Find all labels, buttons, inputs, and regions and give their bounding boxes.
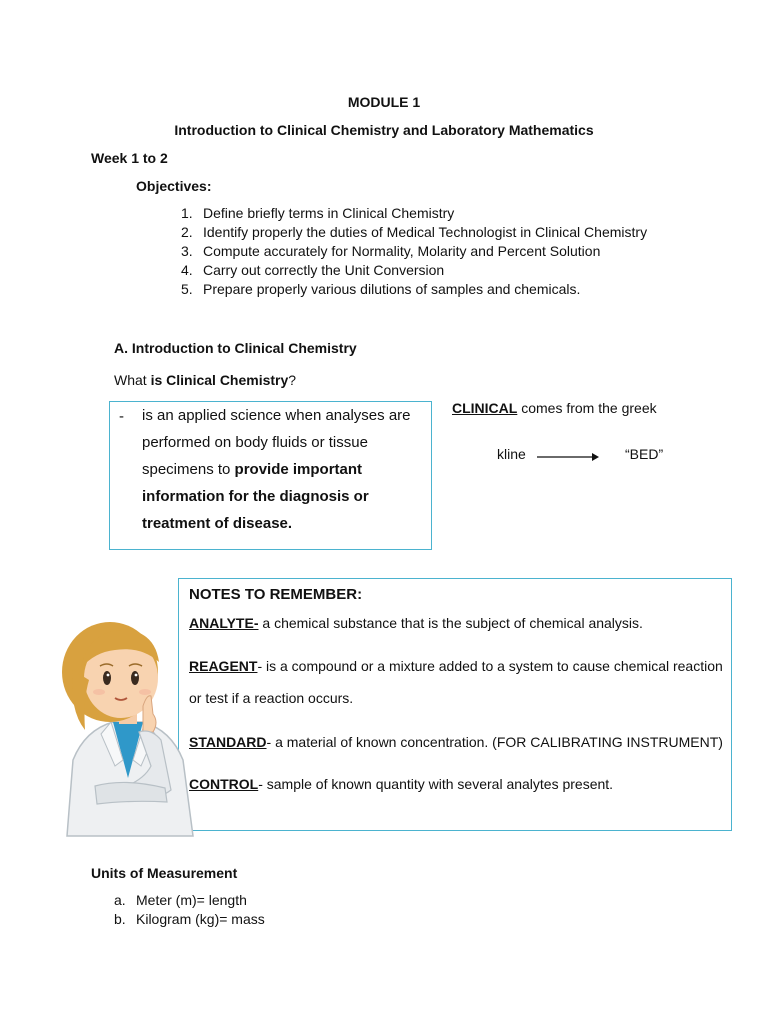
- section-a-heading: A. Introduction to Clinical Chemistry: [114, 340, 357, 356]
- list-item: 3. Compute accurately for Normality, Molarity and Percent Solution: [181, 243, 601, 259]
- definition-text: is an applied science when analyses are performed on body fluids or tissue specimens to provide important information for the diagnosis or treatment of disease.: [142, 407, 411, 532]
- units-heading: Units of Measurement: [91, 865, 238, 881]
- note-analyte: ANALYTE- a chemical substance that is the subject of chemical analysis.: [189, 615, 643, 631]
- note-reagent: REAGENT- is a compound or a mixture added to a system to cause chemical reaction: [189, 658, 723, 674]
- list-item: 5. Prepare properly various dilutions of samples and chemicals.: [181, 281, 581, 297]
- week-label: Week 1 to 2: [91, 150, 168, 166]
- list-item: 1. Define briefly terms in Clinical Chemistry: [181, 205, 455, 221]
- units-list: [114, 891, 265, 929]
- notes-box: [178, 578, 732, 831]
- list-item: b. Kilogram (kg)= mass: [114, 911, 265, 927]
- list-item: 4. Carry out correctly the Unit Conversion: [181, 262, 445, 278]
- lab-technician-illustration: [55, 610, 205, 840]
- definition-dash: -: [119, 408, 124, 425]
- note-standard: STANDARD- a material of known concentration. (FOR CALIBRATING INSTRUMENT): [189, 734, 723, 750]
- notes-heading: NOTES TO REMEMBER:: [189, 586, 363, 603]
- objectives-list: [181, 204, 647, 299]
- arrow-icon: [536, 450, 600, 464]
- objectives-heading: Objectives:: [136, 178, 212, 194]
- etymology-meaning: “BED”: [625, 446, 664, 462]
- definition-box: [109, 401, 432, 550]
- module-label: MODULE 1: [347, 94, 421, 110]
- list-item: 2. Identify properly the duties of Medical Technologist in Clinical Chemistry: [181, 224, 648, 240]
- note-control: CONTROL- sample of known quantity with several analytes present.: [189, 776, 614, 792]
- etymology-line: CLINICAL comes from the greek: [452, 400, 657, 416]
- note-reagent-cont: or test if a reaction occurs.: [189, 690, 354, 706]
- etymology-word: kline: [497, 446, 526, 462]
- list-item: a. Meter (m)= length: [114, 892, 247, 908]
- page-title: Introduction to Clinical Chemistry and Laboratory Mathematics: [174, 122, 594, 138]
- section-a-question: What is Clinical Chemistry?: [114, 372, 297, 388]
